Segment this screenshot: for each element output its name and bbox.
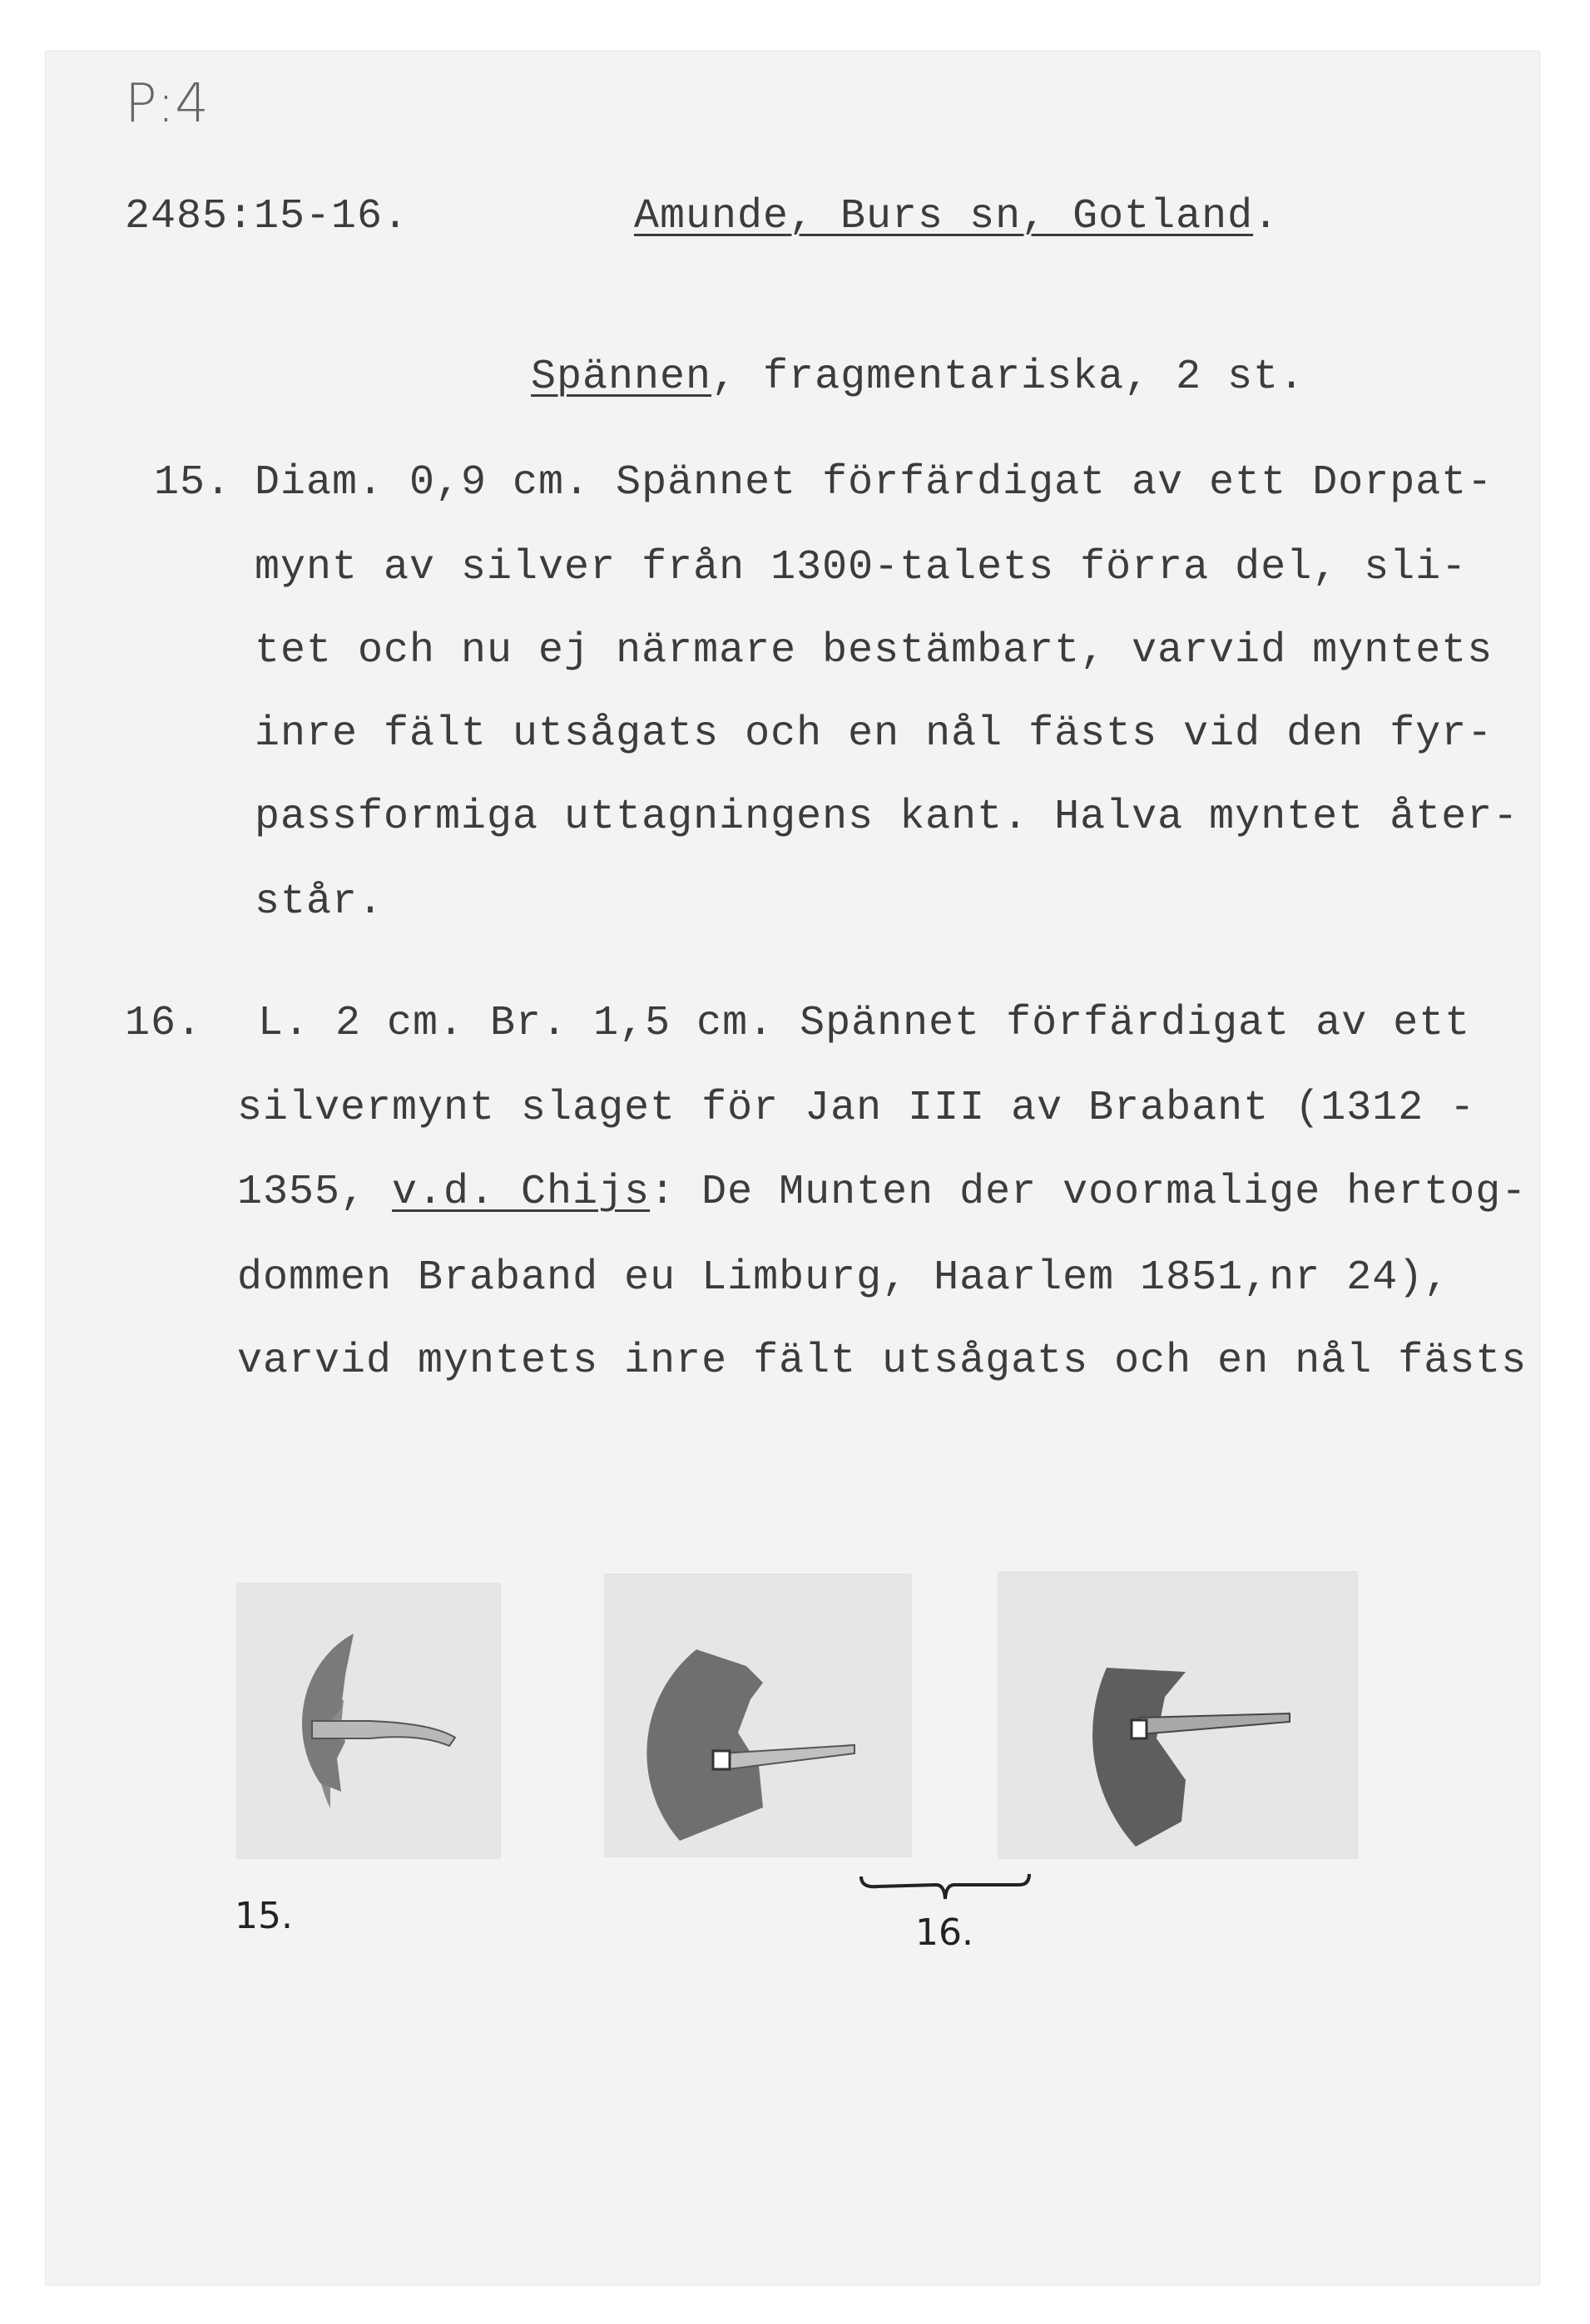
location-text: Amunde, Burs sn, Gotland [634, 193, 1254, 240]
photo-brooch-15 [237, 1584, 500, 1858]
item-15-line: står. [255, 878, 384, 926]
item-15-number: 15. [154, 459, 232, 507]
brooch-image [998, 1572, 1357, 1858]
brace-icon [857, 1870, 1036, 1907]
photo-brooch-16-back [998, 1572, 1357, 1858]
object-title [531, 354, 1305, 401]
reference-title: : De Munten der voormalige hertog- [650, 1169, 1528, 1216]
item-15-line: passformiga uttagningens kant. Halva myntet åter- [255, 794, 1519, 841]
item-16-line: varvid myntets inre fält utsågats och en nål fästs [237, 1338, 1528, 1385]
brooch-image [237, 1584, 500, 1858]
object-type: Spännen [531, 354, 712, 401]
item-16-number: 16. [125, 1000, 203, 1047]
catalog-number: 2485:15-16. [125, 193, 409, 240]
item-16-line: dommen Braband eu Limburg, Haarlem 1851,nr 24), [237, 1254, 1450, 1302]
item-15-line: mynt av silver från 1300-talets förra del, sli- [255, 544, 1468, 591]
handwritten-reference: P:4 [125, 73, 209, 135]
object-description: , fragmentariska, 2 st. [711, 354, 1305, 401]
find-location [634, 193, 1279, 240]
item-15-line: tet och nu ej närmare bestämbart, varvid myntets [255, 627, 1493, 675]
date-text: 1355, [237, 1169, 393, 1216]
item-16-line: L. 2 cm. Br. 1,5 cm. Spännet förfärdigat av ett [258, 1000, 1471, 1047]
caption-15: 15. [235, 1895, 293, 1937]
item-15-line: inre fält utsågats och en nål fästs vid den fyr- [255, 710, 1493, 758]
reference-author: v.d. Chijs [392, 1169, 651, 1216]
location-period: . [1253, 193, 1280, 240]
photo-brooch-16-front [605, 1575, 911, 1857]
brooch-image [605, 1575, 911, 1857]
caption-16: 16. [915, 1911, 973, 1954]
item-16-line: silvermynt slaget för Jan III av Brabant (1312 - [237, 1085, 1476, 1132]
item-15-line: Diam. 0,9 cm. Spännet förfärdigat av ett Dorpat- [255, 459, 1493, 507]
item-16-line [237, 1169, 1527, 1216]
